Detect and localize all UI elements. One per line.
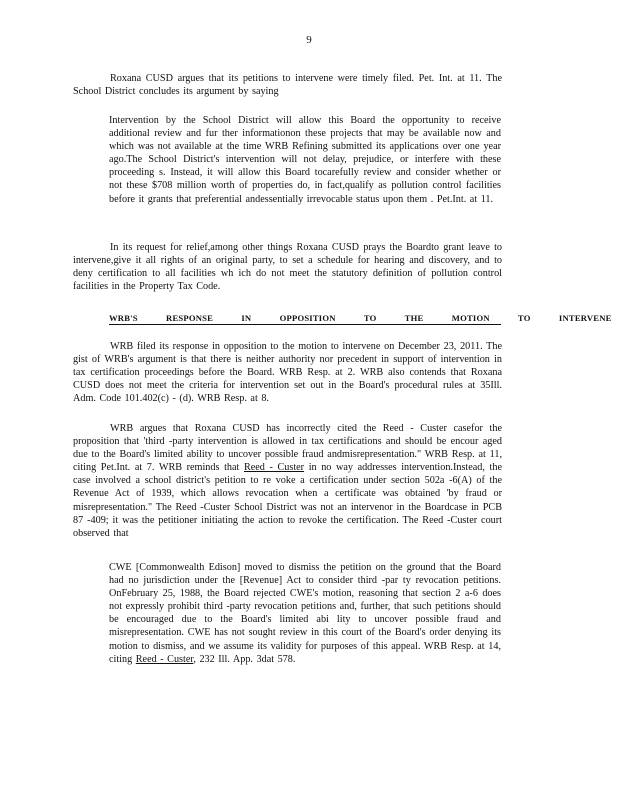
reed-custer-text-c: in no way addresses intervention.Instead, the case involved a school district's petition to re voke a certification under section 502a -6(A) of the Revenue Act of 1939, which allows revocation when a certificate was obtained 'by fraud or misrepresentation." The Reed -Custer School District was not an intervenor in the Boardcase in PCB 87 -409; it was the petitioner initiating the action to revoke the certification. The Reed -Custer court observed that bbox=[73, 462, 502, 539]
paragraph-wrb-response-text: WRB filed its response in opposition to the motion to intervene on December 23, 2011. The gist of WRB's argument is that there is neither authority nor precedent in support of intervention in tax certification proceedings before the Board. WRB Resp. at 2. WRB also contends that Roxana CUSD does not meet the criteria for intervention set out in the Board's procedural rules at 35Ill. Adm. Code 101.402(c) - (d). WRB Resp. at 8. bbox=[73, 341, 502, 405]
case-citation-reed-custer: Reed - Custer bbox=[243, 462, 305, 474]
reed-custer-text-a: WRB argues that Roxana CUSD has incorrectly cited the bbox=[110, 423, 377, 434]
paragraph-reed-custer bbox=[73, 422, 502, 540]
paragraph-wrb-response bbox=[73, 340, 502, 405]
paragraph-roxana-argument: Roxana CUSD argues that its petitions to intervene were timely filed. Pet. Int. at 11. The School District concludes its argument by saying bbox=[73, 73, 502, 98]
block-quote-cwe bbox=[109, 561, 501, 666]
cwe-quote-cite: , 232 Ill. App. 3dat 578. bbox=[193, 653, 296, 665]
case-name-reed-custer: Reed - Custer bbox=[382, 423, 447, 434]
block-quote-intervention: Intervention by the School District will allow this Board the opportunity to receive additional review and fur ther informationon these projects that may be available now and which was not available at the time WRB Refining submitted its applications over one year ago.The School District's intervention will not delay, prejudice, or interfere with these proceeding s. Instead, it will allow this Board tocarefully review and consider whether or not these $708 million worth of properties do, in fact,qualify as pollution control facilities before it grants that preferential andessentially irrevocable status upon them . Pet.Int. at 11. bbox=[109, 115, 501, 205]
reed-custer-text-b: casefor the proposition that 'third -party intervention is allowed in tax certifications and should be encour aged due to the Board's limited ability to uncover possible fraud andmisrepresentation." WRB Resp. at 11, citing Pet.Int. at 7. WRB reminds that bbox=[73, 423, 502, 474]
page-number: 9 bbox=[306, 34, 312, 46]
paragraph-request-for-relief: In its request for relief,among other things Roxana CUSD prays the Boardto grant leave to intervene,give it all rights of an original party, to set a schedule for hearing and discovery, and to deny certification to all facilities wh ich do not meet the statutory definition of pollution control facilities in the Property Tax Code. bbox=[73, 242, 502, 293]
cwe-quote-text: CWE [Commonwealth Edison] moved to dismiss the petition on the ground that the Board had no jurisdiction under the [Revenue] Act to consider third -par ty revocation petitions. OnFebruary 25, 1988, the Board rejected CWE's motion, reasoning that section 2 a-6 does not expressly prohibit third -party revocation petitions and, further, that such petitions should be encouraged due to the Board's limited abi lity to uncover possible fraud and misrepresentation. CWE has not sought review in this court of the Board's order denying its motion to dismiss, and we assume its validity for purposes of this appeal. WRB Resp. at 14, citing bbox=[109, 562, 501, 665]
section-heading: WRB'S RESPONSE IN OPPOSITION TO THE MOTION TO INTERVENE bbox=[109, 313, 612, 323]
case-citation-reed-custer-2: Reed - Custer bbox=[135, 653, 194, 665]
